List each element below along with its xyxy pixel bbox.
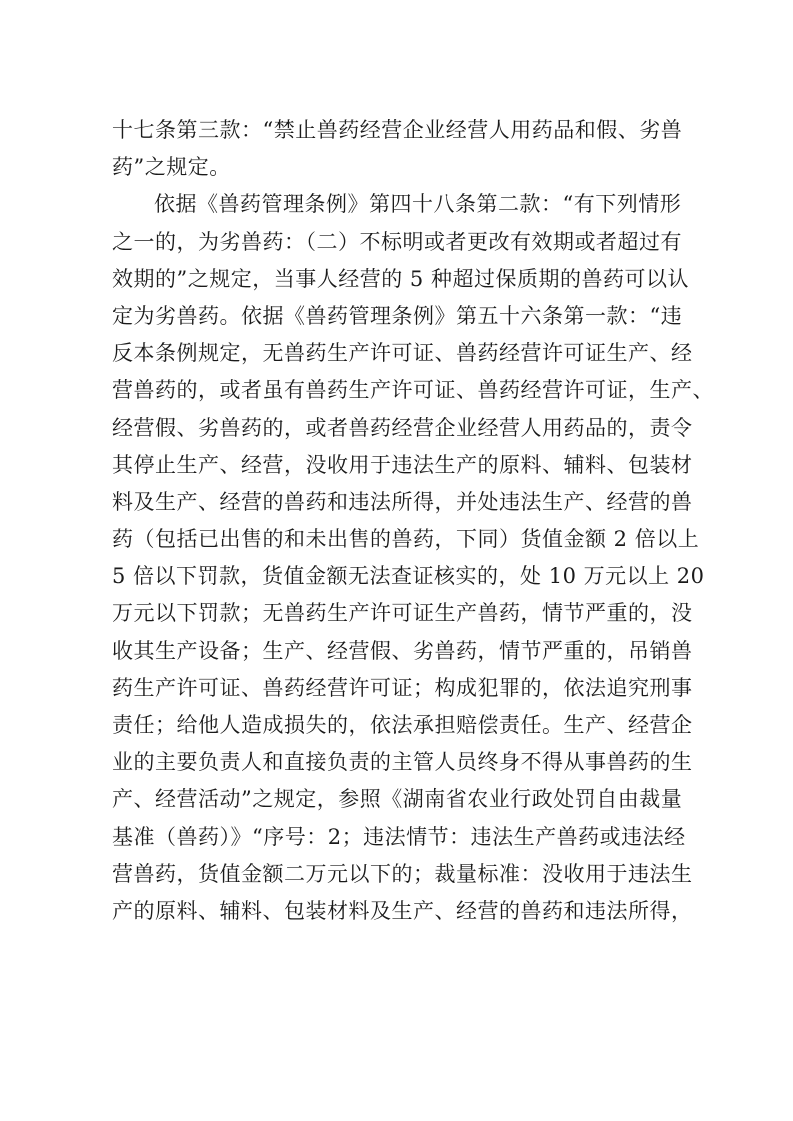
- text-line: 营兽药，货值金额二万元以下的；裁量标准：没收用于违法生: [112, 861, 693, 886]
- text-line: 经营假、劣兽药的，或者兽药经营企业经营人用药品的，责令: [112, 415, 693, 440]
- text-line: 料及生产、经营的兽药和违法所得，并处违法生产、经营的兽: [112, 489, 693, 514]
- text-line: 反本条例规定，无兽药生产许可证、兽药经营许可证生产、经: [112, 341, 693, 366]
- text-line: 5 倍以下罚款，货值金额无法查证核实的，处 10 万元以上 20: [112, 564, 705, 589]
- text-line: 产、经营活动”之规定，参照《湖南省农业行政处罚自由裁量: [112, 787, 683, 812]
- text-line: 十七条第三款：“禁止兽药经营企业经营人用药品和假、劣兽: [112, 118, 683, 142]
- text-line: 之一的，为劣兽药：（二）不标明或者更改有效期或者超过有: [112, 229, 682, 254]
- document-body: [112, 112, 714, 930]
- text-line: 药生产许可证、兽药经营许可证；构成犯罪的，依法追究刑事: [112, 675, 693, 700]
- text-line: 其停止生产、经营，没收用于违法生产的原料、辅料、包装材: [112, 452, 693, 477]
- text-line: 责任；给他人造成损失的，依法承担赔偿责任。生产、经营企: [112, 713, 693, 737]
- text-line: 依据《兽药管理条例》第四十八条第二款：“有下列情形: [154, 192, 682, 217]
- text-line: 药（包括已出售的和未出售的兽药，下同）货值金额 2 倍以上: [112, 527, 700, 552]
- text-line: 产的原料、辅料、包装材料及生产、经营的兽药和违法所得，: [112, 898, 693, 923]
- text-line: 定为劣兽药。依据《兽药管理条例》第五十六条第一款：“违: [112, 303, 683, 328]
- text-line: 效期的”之规定，当事人经营的 5 种超过保质期的兽药可以认: [112, 266, 689, 291]
- text-line: 万元以下罚款；无兽药生产许可证生产兽药，情节严重的，没: [112, 601, 693, 626]
- text-line: 药”之规定。: [112, 155, 231, 180]
- text-line: 业的主要负责人和直接负责的主管人员终身不得从事兽药的生: [112, 750, 693, 775]
- text-line: 营兽药的，或者虽有兽药生产许可证、兽药经营许可证，生产、: [112, 378, 714, 403]
- text-line: 收其生产设备；生产、经营假、劣兽药，情节严重的，吊销兽: [112, 638, 693, 663]
- text-line: 基准（兽药）》“序号：2；违法情节：违法生产兽药或违法经: [112, 824, 686, 849]
